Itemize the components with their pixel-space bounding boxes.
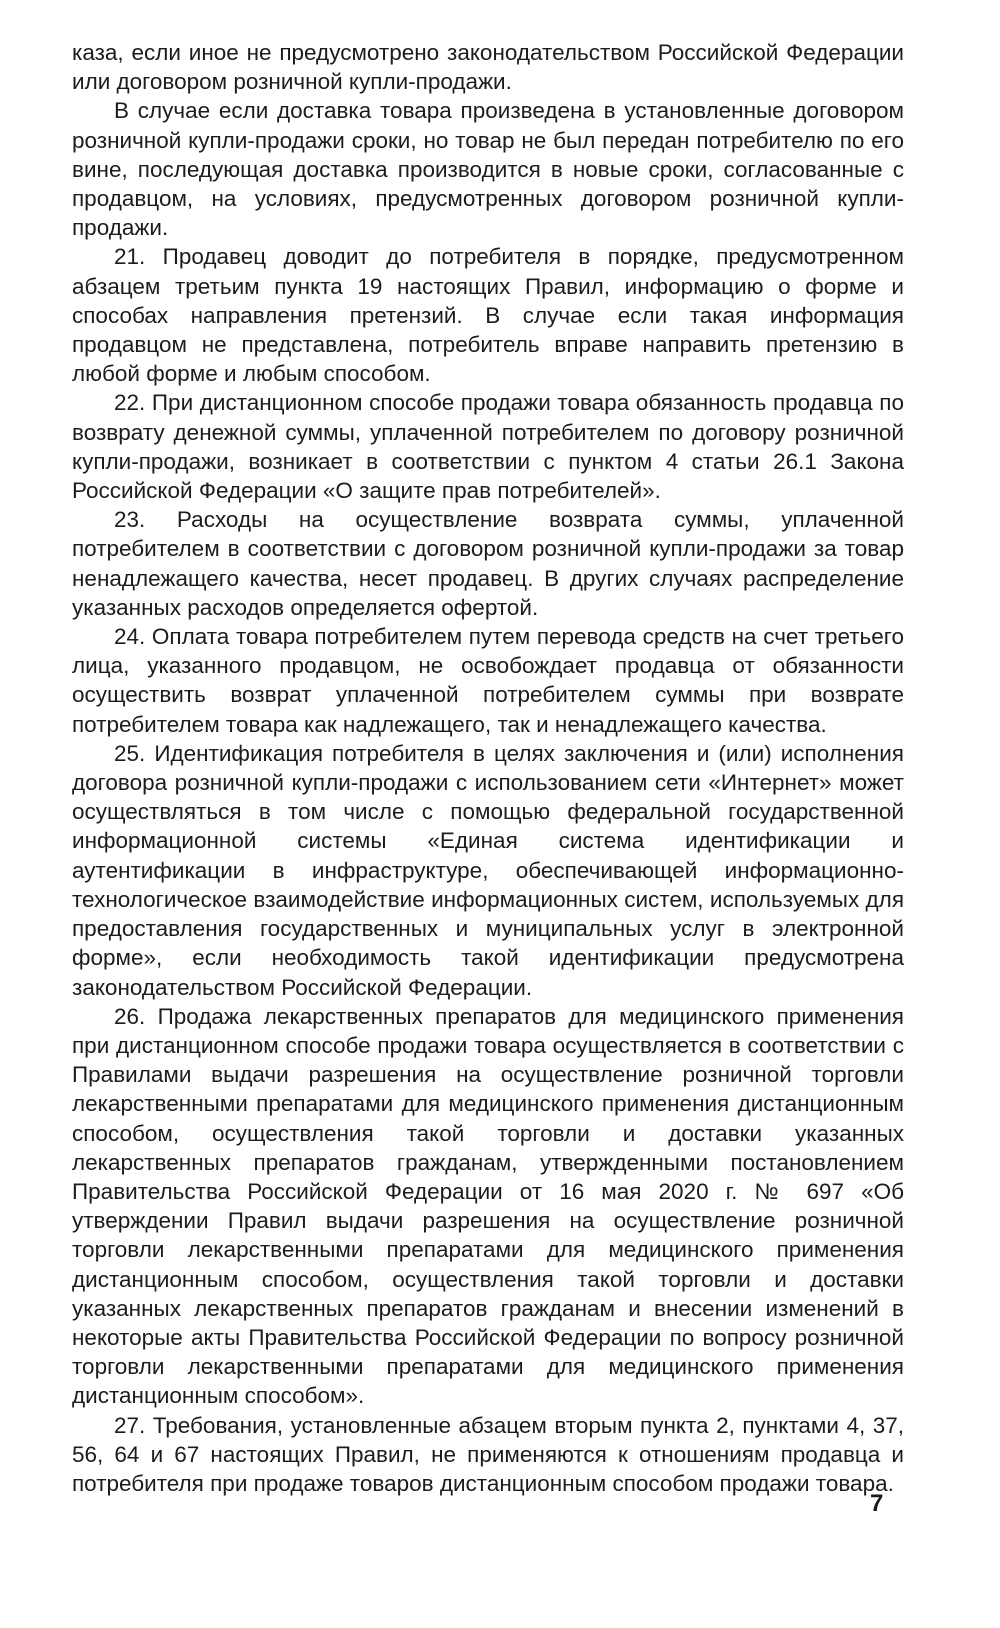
paragraph-27: 27. Требования, установленные абзацем вторым пункта 2, пунктами 4, 37, 56, 64 и 67 настоящих Правил, не применяются к отношениям продавца и потребителя при продаже товаров дистанционным способом продажи товара.	[72, 1412, 904, 1496]
page-body	[72, 38, 904, 1498]
paragraph-22: 22. При дистанционном способе продажи товара обязанность продавца по возврату денежной суммы, уплаченной потребителем по договору розничной купли-продажи, возникает в соответствии с пунктом 4 статьи 26.1 Закона Российской Федерации «О защите прав потребителей».	[72, 390, 904, 504]
paragraph-21: 21. Продавец доводит до потребителя в порядке, предусмотренном абзацем третьим пункта 19 настоящих Правил, информацию о форме и способах направления претензий. В случае если такая информация продавцом не представлена, потребитель вправе направить претензию в любой форме и любым способом.	[72, 244, 904, 387]
page-number: 7	[870, 1490, 884, 1517]
paragraph-24: 24. Оплата товара потребителем путем перевода средств на счет третьего лица, указанного продавцом, не освобождает продавца от обязанности осуществить возврат уплаченной потребителем суммы при возврате потребителем товара как надлежащего, так и ненадлежащего качества.	[72, 624, 904, 737]
paragraph-continuation: каза, если иное не предусмотрено законодательством Российской Федерации или договором розничной купли-продажи.	[72, 40, 904, 95]
paragraph-delivery-terms: В случае если доставка товара произведена в установленные договором розничной купли-продажи сроки, но товар не был передан потребителю по его вине, последующая доставка производится в новые сроки, согласованные с продавцом, на условиях, предусмотренных договором розничной купли-продажи.	[72, 98, 904, 241]
paragraph-25: 25. Идентификация потребителя в целях заключения и (или) исполнения договора розничной купли-продажи с использованием сети «Интернет» может осуществляться в том числе с помощью федеральной государственной информационной системы «Единая система идентификации и аутентификации в инфраструктуре, обеспечивающей информационно-технологическое взаимодействие информационных систем, используемых для предоставления государственных и муниципальных услуг в электронной форме», если необходимость такой идентификации предусмотрена законодательством Российской Федерации.	[72, 740, 904, 1000]
paragraph-26: 26. Продажа лекарственных препаратов для медицинского применения при дистанционном способе продажи товара осуществляется в соответствии с Правилами выдачи разрешения на осуществление розничной торговли лекарственными препаратами для медицинского применения дистанционным способом, осуществления такой торговли и доставки указанных лекарственных препаратов гражданам, утвержденными постановлением Правительства Российской Федерации от 16 мая 2020 г. № 697 «Об утверждении Правил выдачи разрешения на осуществление розничной торговли лекарственными препаратами для медицинского применения дистанционным способом, осуществления такой торговли и доставки указанных лекарственных препаратов гражданам и внесении изменений в некоторые акты Правительства Российской Федерации по вопросу розничной торговли лекарственными препаратами для медицинского применения дистанционным способом».	[72, 1003, 904, 1409]
paragraph-23: 23. Расходы на осуществление возврата суммы, уплаченной потребителем в соответствии с договором розничной купли-продажи за товар ненадлежащего качества, несет продавец. В других случаях распределение указанных расходов определяется офертой.	[72, 507, 904, 620]
